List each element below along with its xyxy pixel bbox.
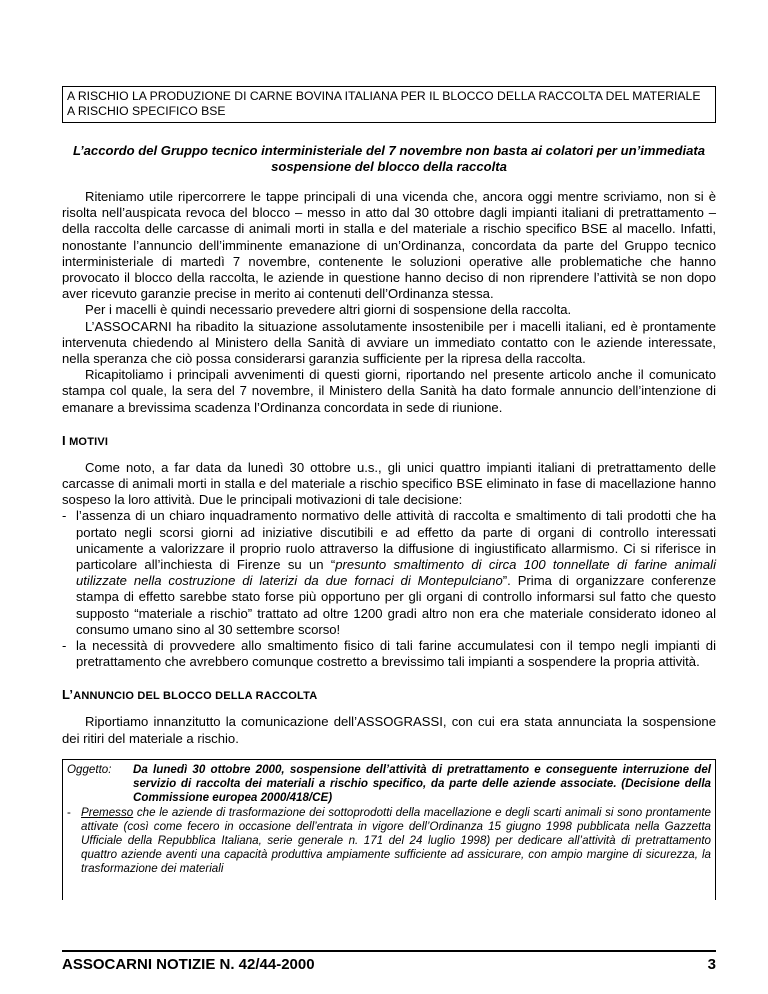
page-footer [62,950,716,973]
intro-paragraph: Riteniamo utile ripercorrere le tappe principali di una vicenda che, ancora oggi mentre scriviamo, non si è risolta nell’auspicata revoca del blocco – messo in atto dal 30 ottobre dagli impianti italiani di pretrattamento – della raccolta delle carcasse di animali morti in stalla e del materiale a rischio specifico BSE al macello. Infatti, nonostante l’annuncio dell’imminente emanazione di un’Ordinanza, concordata da parte del Gruppo tecnico interministeriale di martedì 7 novembre, contenente le soluzioni operative alle problematiche che hanno provocato il blocco della raccolta, le aziende in questione hanno deciso di non riprendere l’attività se non dopo aver ricevuto garanzie precise in merito ai contenuti dell’Ordinanza stessa. [62,189,716,302]
quote-item-lead: Premesso [81,805,134,819]
quote-item-text: che le aziende di trasformazione dei sottoprodotti della macellazione e degli scarti animali si sono prontamente attivate (così come fecero in occasione dell’entrata in vigore dell’Ordinanza 15 giugno 1998 pubblicata nella Gazzetta Ufficiale della Repubblica Italiana, serie generale n. 171 del 24 luglio 1998) per dedicare all’attività di pretrattamento quattro aziende aventi una capacità produttiva ampiamente sufficiente ad assicurare, con ampio margine di sicurezza, la trasformazione dei materiali [81,805,711,876]
article-headline-box: A RISCHIO LA PRODUZIONE DI CARNE BOVINA ITALIANA PER IL BLOCCO DELLA RACCOLTA DEL MATERIALE A RISCHIO SPECIFICO BSE [62,86,716,123]
page-content [62,86,716,900]
intro-paragraph: L’ASSOCARNI ha ribadito la situazione assolutamente insostenibile per i macelli italiani, ed è prontamente intervenuta chiedendo al Ministero della Sanità di avviare un immediato contatto con le aziende interessate, nella speranza che ciò possa considerarsi garanzia sufficiente per la ripresa della raccolta. [62,318,716,367]
section-heading-rest: ANNUNCIO DEL BLOCCO DELLA RACCOLTA [73,690,318,703]
list-item-quote: presunto smaltimento di circa 100 tonnellate di farine animali utilizzate nella costruzione di laterizi da due fornaci di Montepulciano [76,557,716,589]
list-item-text: l’assenza di un chiaro inquadramento normativo delle attività di raccolta e smaltimento di tali prodotti che ha portato negli scorsi giorni ad iniziative discutibili e ad effetto da parte di organi di controllo interessati unicamente a valorizzare il proprio ruolo attraverso la diffusione di ingiustificato allarmismo. Ci si riferisce in particolare all’inchiesta di Firenze su un “ [76,508,716,573]
quote-subject-row [67,763,711,806]
intro-paragraph: Per i macelli è quindi necessario prevedere altri giorni di sospensione della raccolta. [85,302,572,318]
intro-paragraph: Ricapitoliamo i principali avvenimenti di questi giorni, riportando nel presente articolo anche il comunicato stampa col quale, la sera del 7 novembre, il Ministero della Sanità ha dato formale annuncio dell’intenzione di emanare a brevissima scadenza l’Ordinanza concordata in sede di riunione. [62,367,716,415]
list-item: - la necessità di provvedere allo smaltimento fisico di tali farine accumulatesi con il tempo negli impianti di pretrattamento che avrebbero comunque costretto a brevissimo tali impianti a sospendere la propria attività. [62,638,716,670]
annuncio-paragraph: Riportiamo innanzitutto la comunicazione dell’ASSOGRASSI, con cui era stata annunciata la sospensione dei ritiri del materiale a rischio. [62,714,716,746]
article-subtitle: L’accordo del Gruppo tecnico interministeriale del 7 novembre non basta ai colatori per un’immediata sospensione del blocco della raccolta [72,143,706,174]
list-item-text: ”. Prima di organizzare conferenze stampa di effetto sarebbe stato forse più opportuno per gli organi di controllo informarsi sul fatto che questo supposto “materiale a rischio” trattato ad oltre 1200 gradi altro non era che materiale considerato idoneo al consumo umano sino al 30 settembre scorso! [76,573,716,637]
section-heading-rest: MOTIVI [65,435,109,448]
section-heading-annuncio [62,687,716,702]
quote-list-item [67,806,711,877]
section-heading-initial: L’ [62,687,74,703]
section-heading-motivi [62,433,716,448]
quoted-communication-box [62,759,716,900]
intro-section [62,189,716,416]
list-item [62,508,716,638]
motivi-paragraph: Come noto, a far data da lunedì 30 ottobre u.s., gli unici quattro impianti italiani di pretrattamento delle carcasse di animali morti in stalla e del materiale a rischio specifico BSE eliminato in fase di macellazione hanno sospeso la loro attività. Due le principali motivazioni di tale decisione: [62,459,716,508]
quote-subject-text: Da lunedì 30 ottobre 2000, sospensione dell’attività di pretrattamento e conseguente interruzione del servizio di raccolta dei materiali a rischio specifico, da parte delle aziende associate. (Decisione della Commissione europea 2000/418/CE) [133,762,711,805]
footer-page-number: 3 [707,956,716,973]
footer-publication: ASSOCARNI NOTIZIE N. 42/44-2000 [62,956,315,973]
section-heading-initial: I [62,432,66,448]
motivi-list [62,508,716,670]
quote-subject-label: Oggetto: [67,762,112,776]
